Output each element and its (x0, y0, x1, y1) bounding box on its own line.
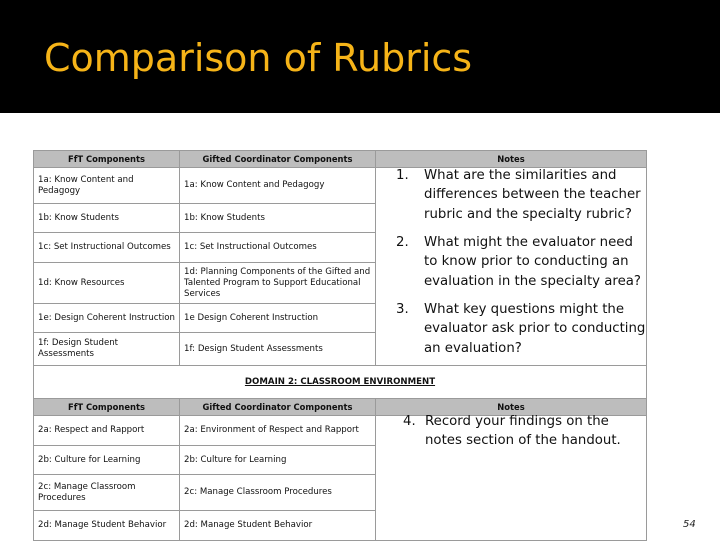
fft-cell: 1d: Know Resources (34, 263, 180, 304)
fft-cell: 2b: Culture for Learning (34, 446, 180, 475)
question-text: Record your findings on the notes section of the handout. (425, 414, 621, 449)
fft-cell: 1b: Know Students (34, 204, 180, 233)
question-number: 3. (396, 302, 409, 317)
question-number: 4. (403, 414, 416, 429)
fft-cell: 1c: Set Instructional Outcomes (34, 233, 180, 263)
fft-cell: 2d: Manage Student Behavior (34, 511, 180, 541)
gifted-cell: 2a: Environment of Respect and Rapport (180, 416, 376, 446)
gifted-cell: 1b: Know Students (180, 204, 376, 233)
column-header-fft: FfT Components (34, 151, 180, 168)
domain-title-row (34, 366, 647, 399)
page-number: 54 (683, 519, 696, 530)
gifted-cell: 1a: Know Content and Pedagogy (180, 168, 376, 204)
gifted-cell: 1c: Set Instructional Outcomes (180, 233, 376, 263)
column-header-fft: FfT Components (34, 399, 180, 416)
question-text: What are the similarities and differences between the teacher rubric and the specialty rubric? (424, 168, 641, 222)
gifted-cell: 2d: Manage Student Behavior (180, 511, 376, 541)
gifted-cell: 2b: Culture for Learning (180, 446, 376, 475)
domain-2-title: DOMAIN 2: CLASSROOM ENVIRONMENT (34, 366, 647, 399)
fft-cell: 2c: Manage Classroom Procedures (34, 475, 180, 511)
fft-cell: 2a: Respect and Rapport (34, 416, 180, 446)
slide-title: Comparison of Rubrics (44, 36, 473, 80)
fft-cell: 1a: Know Content and Pedagogy (34, 168, 180, 204)
gifted-cell: 1d: Planning Components of the Gifted and Talented Program to Support Educational Services (180, 263, 376, 304)
column-header-gifted: Gifted Coordinator Components (180, 399, 376, 416)
column-header-notes: Notes (376, 151, 647, 168)
column-header-gifted: Gifted Coordinator Components (180, 151, 376, 168)
question-text: What key questions might the evaluator ask prior to conducting an evaluation? (424, 302, 646, 356)
title-bar (0, 0, 720, 113)
table-header-row (34, 151, 647, 168)
fft-cell: 1f: Design Student Assessments (34, 333, 180, 366)
fft-cell: 1e: Design Coherent Instruction (34, 304, 180, 333)
question-text: What might the evaluator need to know prior to conducting an evaluation in the specialty area? (424, 235, 641, 289)
question-number: 1. (396, 168, 409, 183)
gifted-cell: 1e Design Coherent Instruction (180, 304, 376, 333)
question-number: 2. (396, 235, 409, 250)
gifted-cell: 2c: Manage Classroom Procedures (180, 475, 376, 511)
column-header-notes: Notes (376, 399, 647, 416)
gifted-cell: 1f: Design Student Assessments (180, 333, 376, 366)
